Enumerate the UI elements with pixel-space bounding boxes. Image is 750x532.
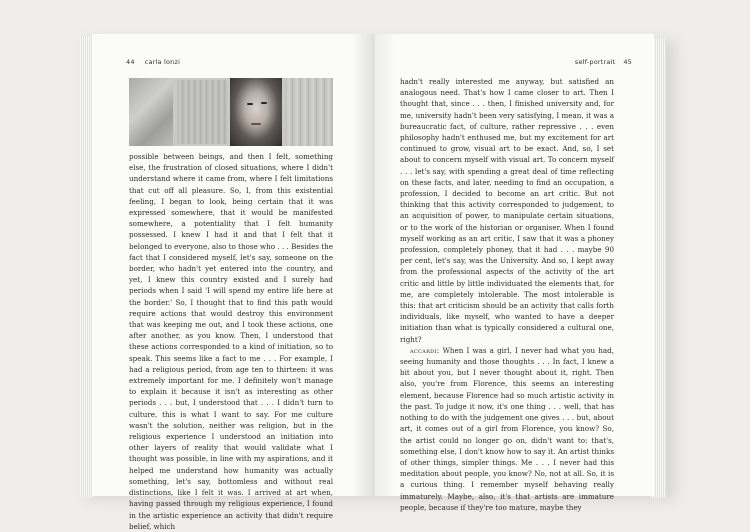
dialogue-paragraph: [400, 345, 614, 513]
left-running-head: [126, 58, 180, 66]
right-page-edges: [652, 38, 666, 498]
photo-panel-2: [177, 80, 227, 144]
photo-panel-1: [129, 78, 173, 146]
left-page: [92, 34, 375, 531]
right-running-head: [575, 58, 632, 66]
right-body-text: [400, 76, 614, 513]
right-page: [374, 34, 654, 512]
portrait-eye-right: [261, 102, 267, 104]
portrait-photo: [230, 78, 282, 146]
right-paragraph: hadn't really interested me anyway, but satisfied an analogous need. That's how I came closer to art. Then I thought that, since . . . then, I finished university and, for me, university hadn't been very satisfying, I mean, it was a bureaucratic fact, of culture, rather repressive . . . even philosophy hadn't enthused me, but my excitement for art continued to grow, visual art to be exact. And, so, I set about to concern myself with visual art. To concern myself . . . let's say, with spending a great deal of time reflecting on these facts, and later, needing to find an occupation, a profession, I decided to become an art critic. But not thinking that this activity corresponded to judgement, to an acquisition of power, to manipulate certain situations, or to the work of the historian or organiser. When I found myself working as an art critic, I saw that it was a phoney profession, completely phoney, that it had . . . maybe 90 per cent, let's say, was the University. And so, I kept away from the professional aspects of the activity of the art critic and little by little individuated the elements that, for me, are completely intolerable. The most intolerable is this: that art criticism should be an activity that calls forth individuals, like myself, who wanted to have a deeper initiation than what is typically considered a cultural one, right?: [400, 77, 614, 344]
left-running-title: carla lonzi: [144, 58, 181, 66]
right-running-title: self-portrait: [574, 58, 616, 66]
left-body-text: [129, 151, 333, 532]
photo-strip: [129, 78, 333, 146]
speaker-name: accardi:: [410, 345, 440, 355]
dialogue-text: When I was a girl, I never had what you had, seeing humanity and those thoughts . . . In fact, I knew a bit about you, but I never thought about it, right. Then also, you're from Florence, this seems an interesting element, because Florence had so much artistic activity in the past. To judge it now, it's one thing . . . well, that has nothing to do with the judgement one gives . . . but, about art, it comes out of a girl from Florence, you know? So, the artist could no longer go on, didn't want to: that's, something else, I don't know how to say it. An artist thinks of other things, simpler things. Me . . . I never had this meditation about people, you know? No, not at all. So, it is a curious thing. I remember myself behaving really immaturely. Maybe, also, it's that artists are immature people, because if they're too mature, maybe they: [400, 345, 614, 512]
portrait-mouth: [251, 123, 261, 125]
right-page-number: 45: [623, 58, 632, 66]
portrait-eye-left: [247, 103, 253, 105]
photo-panel-4: [285, 78, 333, 146]
left-paragraph: possible between beings, and then I felt, something else, the frustration of closed situations, where I didn't understand where it came from, where I felt limitations that cut off all pleasure. So, I, from this existential feeling, I began to look, being certain that it was expressed somewhere, that it would be manifested somewhere, a potentiality that I felt humanity possessed. I knew I had it and that I felt that it belonged to everyone, also to those who . . . Besides the fact that I considered myself, let's say, someone on the border, who hadn't yet entered into the country, and yet, I knew this country existed and I surely had periods when I said 'I will spend my entire life here at the border.' So, I thought that to find this path would require actions that would destroy this environment that was keeping me out, and I took these actions, one after another, as you know. Then, I understood that these actions corresponded to a kind of initiation, so to speak. This seems like a fact to me . . . For example, I had a religious period, from age ten to thirteen: it was extremely important for me. I definitely won't manage to explain it because it isn't as interesting as other periods . . . but, I understood that . . . I didn't turn to culture, this is what I want to say. For me culture wasn't the solution, neither was religion, but in the religious experience I understood an initiation into other layers of reality that would validate what I thought was possible, in line with my aspirations, and it helped me understand how humanity was actually something, let's say, bottomless and without real distinctions, like I felt it was. I arrived at art when, having passed through my religious experience, I found in the artistic experience an activity that didn't require belief, which: [129, 152, 333, 531]
left-page-number: 44: [126, 58, 135, 66]
